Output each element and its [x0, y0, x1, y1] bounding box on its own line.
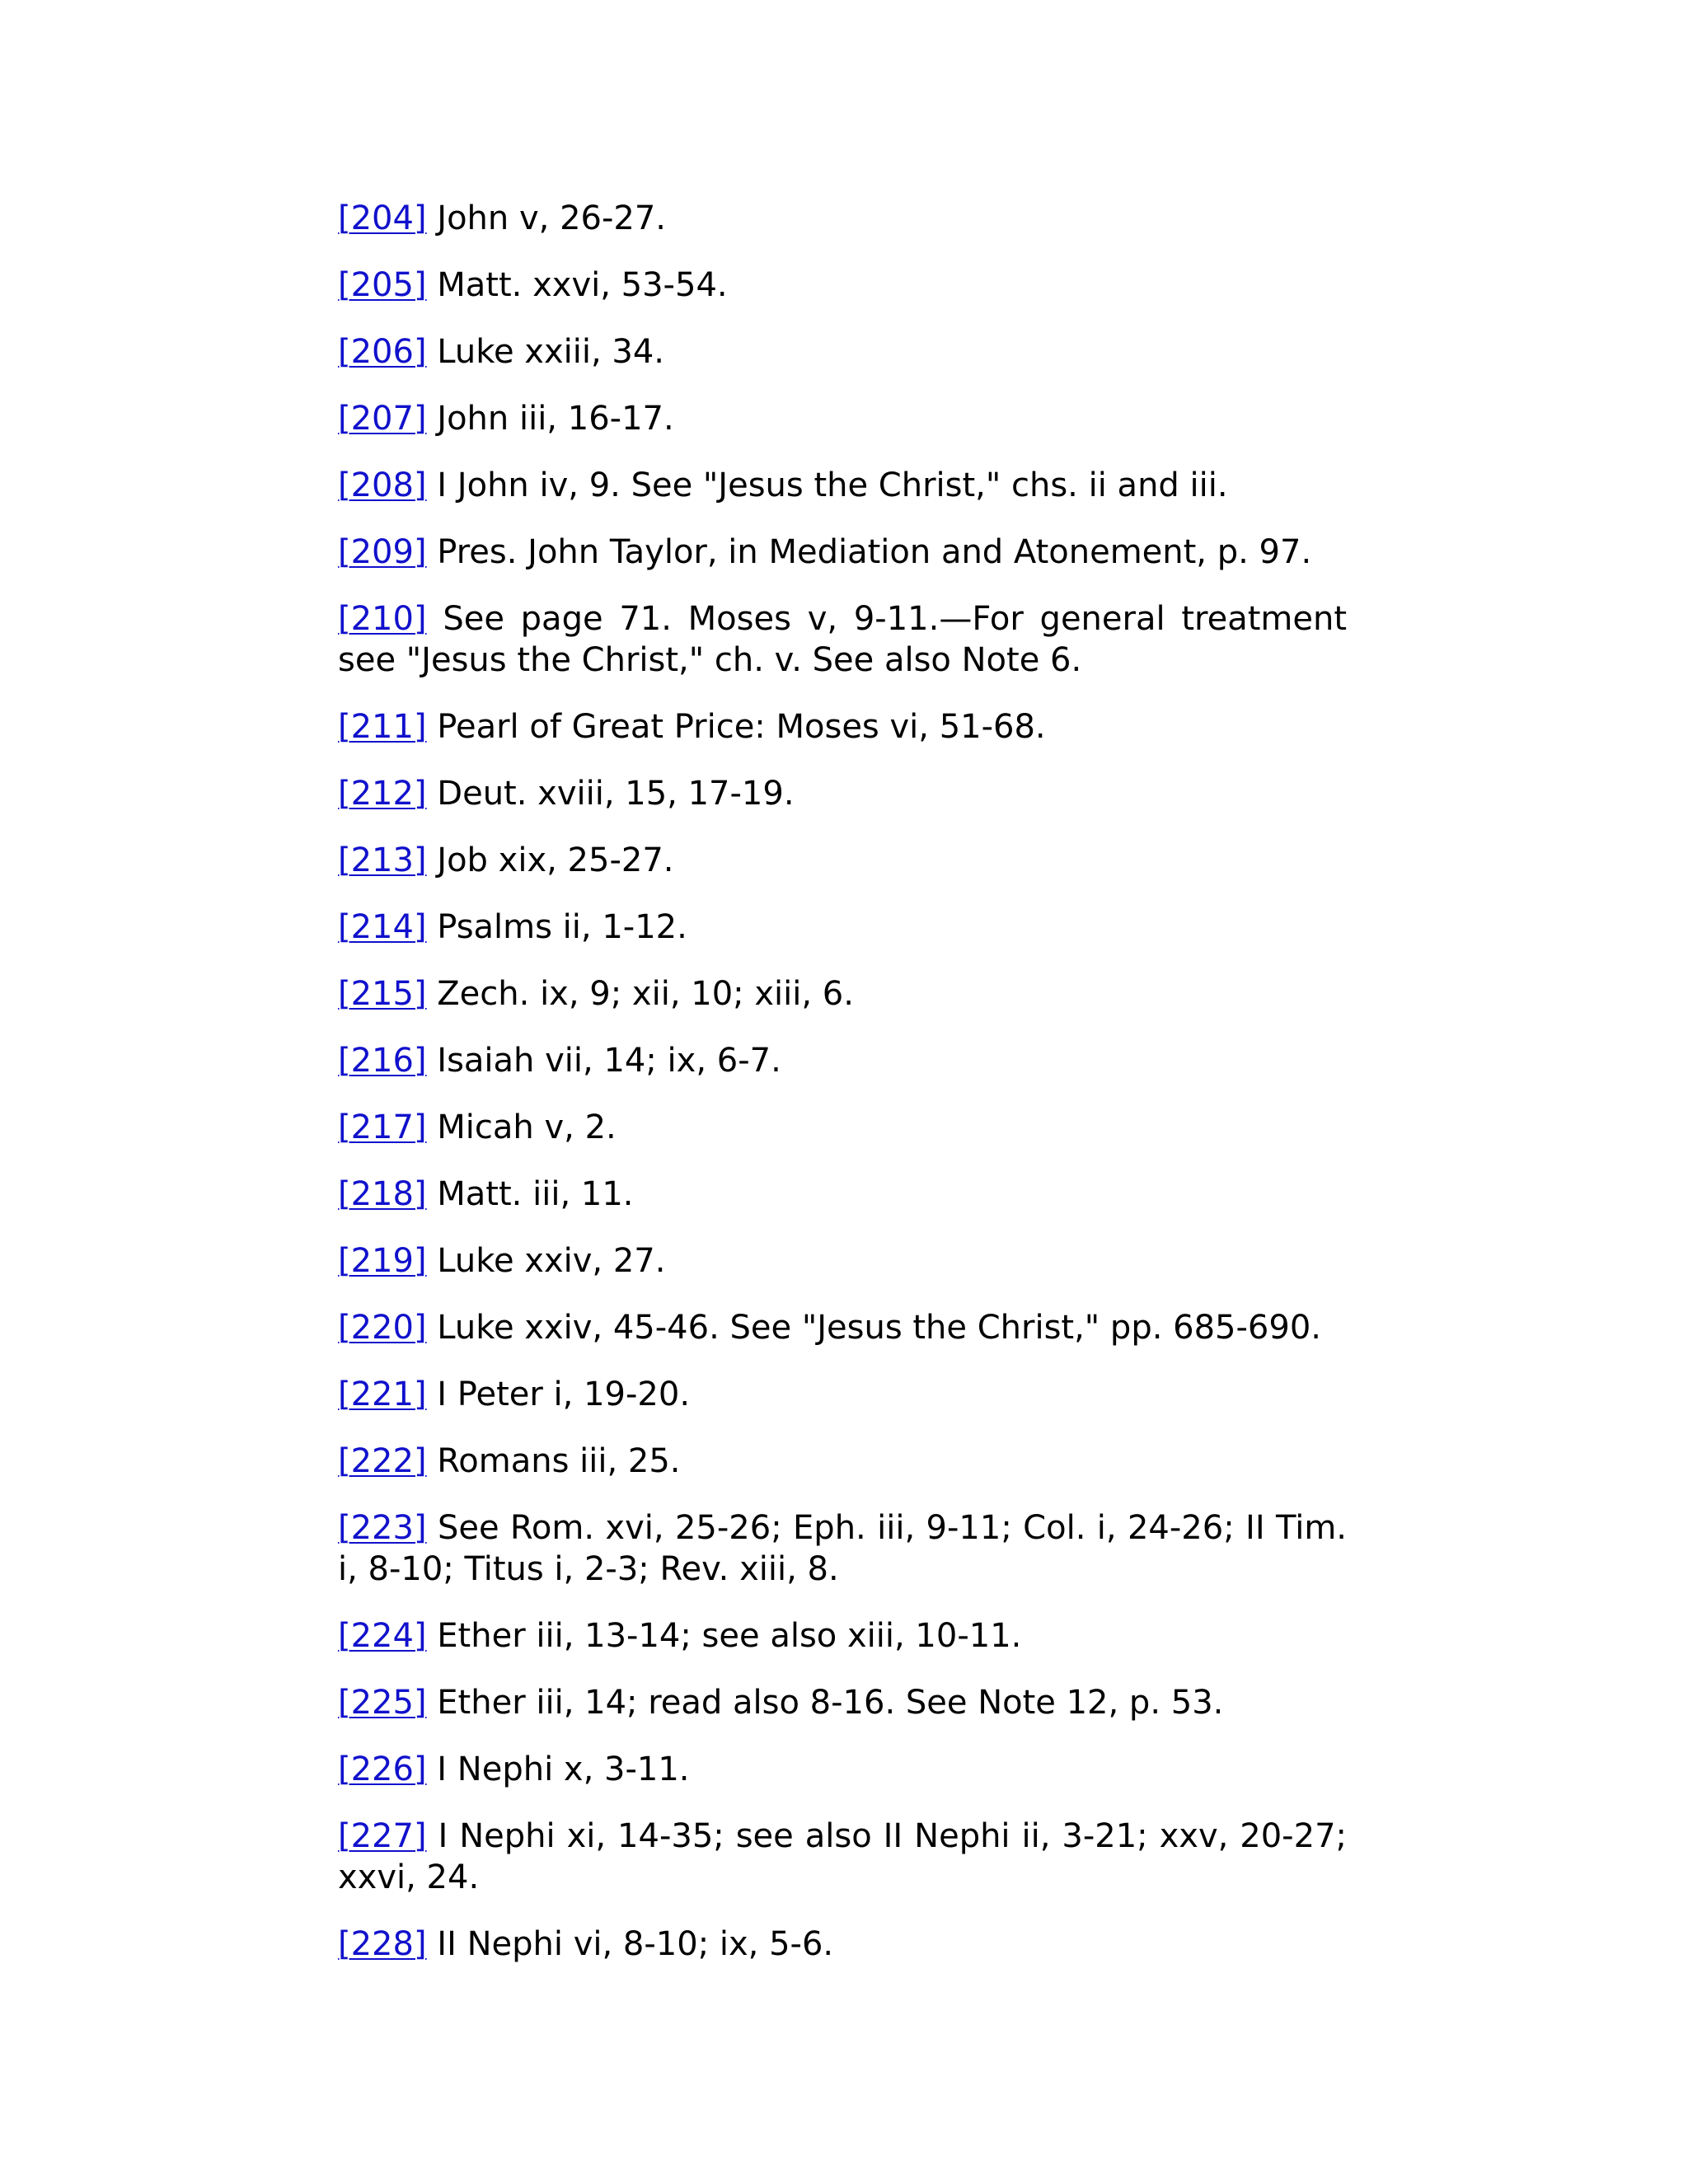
- footnote: [338, 398, 1347, 439]
- footnote-ref-link[interactable]: [222]: [338, 1442, 427, 1480]
- footnote-text: Pearl of Great Price: Moses vi, 51-68.: [437, 708, 1046, 746]
- footnote-ref-link[interactable]: [224]: [338, 1617, 427, 1655]
- footnote: [338, 1682, 1347, 1723]
- footnote: [338, 331, 1347, 373]
- footnote: [338, 1174, 1347, 1215]
- footnote-text: Matt. iii, 11.: [437, 1175, 634, 1213]
- footnote-ref-link[interactable]: [218]: [338, 1175, 427, 1213]
- footnote-ref-link[interactable]: [205]: [338, 266, 427, 304]
- footnote: [338, 1816, 1347, 1898]
- footnote-ref-link[interactable]: [227]: [338, 1817, 427, 1855]
- footnote-ref-link[interactable]: [204]: [338, 199, 427, 237]
- footnote-list: [338, 198, 1347, 1990]
- footnote-text: Deut. xviii, 15, 17-19.: [437, 775, 795, 813]
- footnote-text: I Nephi xi, 14-35; see also II Nephi ii, 3-21; xxv, 20-27; xxvi, 24.: [338, 1817, 1347, 1896]
- footnote-text: Luke xxiv, 45-46. See "Jesus the Christ," pp. 685-690.: [437, 1309, 1321, 1347]
- footnote: [338, 773, 1347, 814]
- footnote-ref-link[interactable]: [217]: [338, 1108, 427, 1146]
- footnote: [338, 1749, 1347, 1790]
- footnote: [338, 532, 1347, 573]
- footnote-text: Zech. ix, 9; xii, 10; xiii, 6.: [437, 975, 854, 1013]
- footnote: [338, 265, 1347, 306]
- footnote: [338, 907, 1347, 948]
- footnote: [338, 706, 1347, 748]
- footnote-ref-link[interactable]: [209]: [338, 533, 427, 571]
- footnote-text: John v, 26-27.: [437, 199, 667, 237]
- footnote-text: Psalms ii, 1-12.: [437, 908, 687, 946]
- footnote-ref-link[interactable]: [220]: [338, 1309, 427, 1347]
- footnote-text: II Nephi vi, 8-10; ix, 5-6.: [437, 1925, 834, 1963]
- footnote-ref-link[interactable]: [228]: [338, 1925, 427, 1963]
- footnote: [338, 598, 1347, 681]
- footnote-text: I John iv, 9. See "Jesus the Christ," chs. ii and iii.: [437, 466, 1228, 504]
- footnote-ref-link[interactable]: [223]: [338, 1509, 427, 1547]
- footnote-ref-link[interactable]: [219]: [338, 1242, 427, 1280]
- footnote: [338, 198, 1347, 239]
- footnote-ref-link[interactable]: [211]: [338, 708, 427, 746]
- footnote: [338, 840, 1347, 881]
- footnote-text: Ether iii, 14; read also 8-16. See Note 12, p. 53.: [437, 1684, 1224, 1722]
- footnote: [338, 1924, 1347, 1965]
- footnote-text: Pres. John Taylor, in Mediation and Atonement, p. 97.: [437, 533, 1312, 571]
- footnote: [338, 1615, 1347, 1657]
- footnote: [338, 1107, 1347, 1148]
- footnote-ref-link[interactable]: [213]: [338, 841, 427, 879]
- footnote: [338, 1507, 1347, 1590]
- footnote-text: I Nephi x, 3-11.: [437, 1750, 690, 1788]
- footnote: [338, 1441, 1347, 1482]
- footnote-text: Job xix, 25-27.: [437, 841, 674, 879]
- footnote: [338, 1040, 1347, 1081]
- footnote-ref-link[interactable]: [206]: [338, 333, 427, 371]
- footnote-ref-link[interactable]: [225]: [338, 1684, 427, 1722]
- footnote: [338, 1307, 1347, 1348]
- footnote-ref-link[interactable]: [207]: [338, 400, 427, 438]
- footnote-ref-link[interactable]: [221]: [338, 1376, 427, 1413]
- footnote: [338, 1374, 1347, 1415]
- footnote-text: See Rom. xvi, 25-26; Eph. iii, 9-11; Col. i, 24-26; II Tim. i, 8-10; Titus i, 2-3; Rev. xiii, 8.: [338, 1509, 1347, 1588]
- footnote: [338, 1240, 1347, 1282]
- footnote-ref-link[interactable]: [226]: [338, 1750, 427, 1788]
- footnote-ref-link[interactable]: [210]: [338, 600, 427, 638]
- footnote-ref-link[interactable]: [216]: [338, 1042, 427, 1080]
- footnote-text: Luke xxiii, 34.: [437, 333, 665, 371]
- footnote-ref-link[interactable]: [212]: [338, 775, 427, 813]
- footnote-text: I Peter i, 19-20.: [437, 1376, 691, 1413]
- footnote-text: Luke xxiv, 27.: [437, 1242, 666, 1280]
- footnote-ref-link[interactable]: [214]: [338, 908, 427, 946]
- footnote-ref-link[interactable]: [215]: [338, 975, 427, 1013]
- footnote-text: Romans iii, 25.: [437, 1442, 681, 1480]
- footnote: [338, 973, 1347, 1015]
- footnote-text: Ether iii, 13-14; see also xiii, 10-11.: [437, 1617, 1022, 1655]
- footnote-text: Isaiah vii, 14; ix, 6-7.: [437, 1042, 781, 1080]
- footnote: [338, 465, 1347, 506]
- footnote-text: Matt. xxvi, 53-54.: [437, 266, 728, 304]
- footnote-text: See page 71. Moses v, 9-11.—For general treatment see "Jesus the Christ," ch. v. See also Note 6.: [338, 600, 1347, 679]
- footnote-text: Micah v, 2.: [437, 1108, 617, 1146]
- footnote-ref-link[interactable]: [208]: [338, 466, 427, 504]
- footnote-text: John iii, 16-17.: [437, 400, 674, 438]
